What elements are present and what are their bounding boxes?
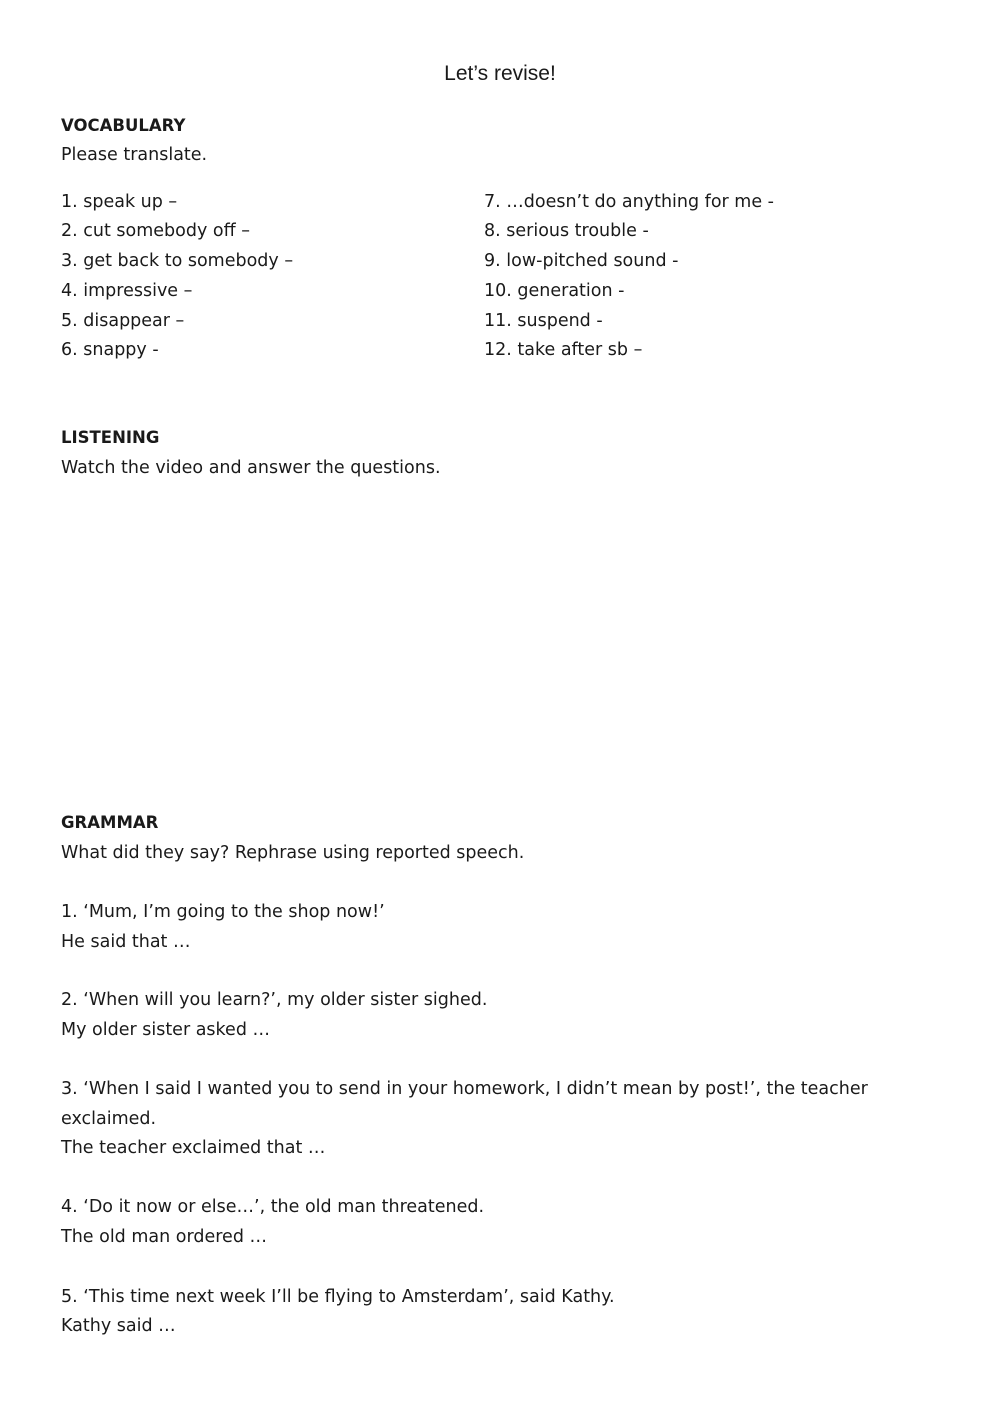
- grammar-item-3-prompt: 3. ‘When I said I wanted you to send in your homework, I didn’t mean by post!’, the teacher: [61, 1079, 868, 1099]
- grammar-item-1-answer: He said that …: [61, 932, 191, 952]
- vocab-item-12: 12. take after sb –: [484, 340, 643, 360]
- grammar-item-5-answer: Kathy said …: [61, 1316, 176, 1336]
- vocab-item-9: 9. low-pitched sound -: [484, 251, 679, 271]
- listening-instruction: Watch the video and answer the questions.: [61, 458, 441, 478]
- grammar-item-4-prompt: 4. ‘Do it now or else…’, the old man threatened.: [61, 1197, 485, 1217]
- listening-heading: LISTENING: [61, 428, 160, 447]
- vocab-item-10: 10. generation -: [484, 281, 625, 301]
- vocab-item-8: 8. serious trouble -: [484, 221, 649, 241]
- grammar-instruction: What did they say? Rephrase using reported speech.: [61, 843, 525, 863]
- grammar-item-1-prompt: 1. ‘Mum, I’m going to the shop now!’: [61, 902, 385, 922]
- vocab-item-5: 5. disappear –: [61, 311, 185, 331]
- vocab-item-4: 4. impressive –: [61, 281, 193, 301]
- vocab-item-1: 1. speak up –: [61, 192, 178, 212]
- vocabulary-instruction: Please translate.: [61, 145, 208, 165]
- grammar-item-3-answer: The teacher exclaimed that …: [61, 1138, 326, 1158]
- grammar-item-4-answer: The old man ordered …: [61, 1227, 267, 1247]
- grammar-item-2-answer: My older sister asked …: [61, 1020, 270, 1040]
- grammar-item-5-prompt: 5. ‘This time next week I’ll be flying to Amsterdam’, said Kathy.: [61, 1287, 615, 1307]
- vocab-item-11: 11. suspend -: [484, 311, 603, 331]
- vocabulary-heading: VOCABULARY: [61, 116, 186, 135]
- page-title: Let’s revise!: [444, 62, 556, 85]
- vocab-item-7: 7. …doesn’t do anything for me -: [484, 192, 774, 212]
- grammar-item-3-prompt-cont: exclaimed.: [61, 1109, 157, 1129]
- grammar-heading: GRAMMAR: [61, 813, 159, 832]
- vocab-item-6: 6. snappy -: [61, 340, 159, 360]
- grammar-item-2-prompt: 2. ‘When will you learn?’, my older sister sighed.: [61, 990, 488, 1010]
- vocab-item-3: 3. get back to somebody –: [61, 251, 294, 271]
- vocab-item-2: 2. cut somebody off –: [61, 221, 250, 241]
